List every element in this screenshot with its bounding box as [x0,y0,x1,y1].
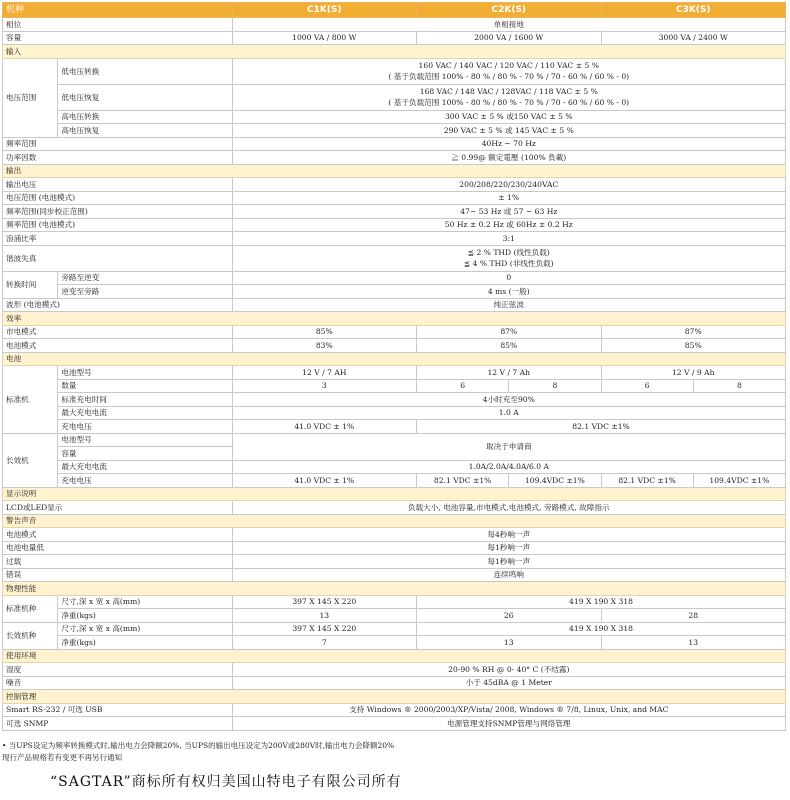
long-weight-c2k: 13 [417,636,601,650]
charge-time-row [3,393,786,407]
efficiency-batt-c3k: 85% [601,339,786,353]
voltage-regulation-value: ± 1% [232,191,785,205]
long-charge-voltage-c2k-b: 109.4VDC ±1% [509,474,601,488]
power-factor-row [3,151,786,165]
section-battery-title: 电池 [3,352,786,366]
high-return-value: 290 VAC ± 5 % 或 145 VAC ± 5 % [232,124,785,138]
capacity-label: 容量 [3,31,233,45]
long-weight-c1k: 7 [232,636,416,650]
charge-time-value: 4小时充至90% [232,393,785,407]
bypass-to-inverter-label: 旁路至逆变 [58,271,232,285]
battery-type-label: 电池型号 [58,366,232,380]
display-label: LCD或LED显示 [3,501,233,515]
alarm-row [3,528,786,542]
section-efficiency [3,312,786,326]
low-transfer-line-1: 160 VAC / 140 VAC / 120 VAC / 110 VAC ± 5 % [418,61,600,70]
phase-value: 单相接地 [232,18,785,32]
high-transfer-row [3,110,786,124]
rs232-label: Smart RS-232 / 可选 USB [3,703,233,717]
section-battery [3,352,786,366]
long-max-current-row [3,460,786,474]
bypass-to-inverter-row [3,271,786,285]
freq-batt-row [3,218,786,232]
thd-label: 谐波失真 [3,245,233,271]
freq-batt-label: 频率范围 (电池模式) [3,218,233,232]
battery-qty-label: 数量 [58,379,232,393]
long-charge-voltage-c3k-b: 109.4VDC ±1% [693,474,785,488]
long-max-current-label: 最大充电电流 [58,460,232,474]
std-weight-row [3,609,786,623]
input-freq-value: 40Hz ~ 70 Hz [232,137,785,151]
humidity-row [3,663,786,677]
alarm-battery-value: 每4秒响一声 [232,528,785,542]
low-return-value [232,84,785,110]
low-return-line-2: ( 基于负载范围 100% - 80 % / 80 % - 70 % / 70 - 60 % / 60 % - 0) [388,98,630,107]
footnote-derating: • 当UPS设定为频率转换模式时,输出电力会降额20%, 当UPS的输出电压设定为200V或280V时,输出电力会降额20% [2,741,395,750]
charge-voltage-c1k: 41.0 VDC ± 1% [232,420,416,434]
model-c1k: C1K(S) [232,3,416,18]
low-return-label: 低电压恢复 [58,84,232,110]
capacity-c2k: 2000 VA / 1600 W [417,31,601,45]
thd-value [232,245,785,271]
charge-time-label: 标准充电时间 [58,393,232,407]
alarm-overload-label: 过载 [3,555,233,569]
alarm-low-battery-label: 电池电量低 [3,541,233,555]
section-management [3,690,786,704]
section-input [3,45,786,59]
output-voltage-value: 200/208/220/230/240VAC [232,178,785,192]
model-c2k: C2K(S) [417,3,601,18]
efficiency-ac-c3k: 87% [601,325,786,339]
battery-qty-c3k-a: 6 [601,379,693,393]
alarm-row [3,555,786,569]
waveform-value: 纯正弦波 [232,298,785,312]
long-charge-voltage-c1k: 41.0 VDC ± 1% [232,474,416,488]
low-return-line-1: 168 VAC / 148 VAC / 128VAC / 118 VAC ± 5 % [419,87,598,96]
charge-voltage-c2k-c3k: 82.1 VDC ±1% [417,420,786,434]
low-transfer-value [232,58,785,84]
low-transfer-row [3,58,786,84]
snmp-label: 可选 SNMP [3,717,233,731]
freq-batt-value: 50 Hz ± 0.2 Hz 或 60Hz ± 0.2 Hz [232,218,785,232]
high-return-row [3,124,786,138]
waveform-row [3,298,786,312]
standard-model-label: 标准机 [3,366,58,434]
std-dimension-c2k-c3k: 419 X 190 X 318 [417,595,786,609]
display-row [3,501,786,515]
section-input-title: 输入 [3,45,786,59]
battery-qty-c3k-b: 8 [693,379,785,393]
capacity-c3k: 3000 VA / 2400 W [601,31,786,45]
physical-standard-label: 标准机种 [3,595,58,622]
long-charge-voltage-label: 充电电压 [58,474,232,488]
battery-qty-c2k-a: 6 [417,379,509,393]
snmp-value: 电源管理支持SNMP管理与网络管理 [232,717,785,731]
input-freq-label: 频率范围 [3,137,233,151]
long-dimension-label: 尺寸,深 x 宽 x 高(mm) [58,622,232,636]
humidity-label: 湿度 [3,663,233,677]
efficiency-ac-c2k: 87% [417,325,601,339]
battery-qty-c2k-b: 8 [509,379,601,393]
voltage-regulation-row [3,191,786,205]
battery-type-c1k: 12 V / 7 AH [232,366,416,380]
long-weight-row [3,636,786,650]
long-battery-type-label: 电池型号 [58,433,232,447]
rs232-row [3,703,786,717]
low-return-row [3,84,786,110]
alarm-fault-label: 错误 [3,568,233,582]
freq-sync-row [3,205,786,219]
power-factor-label: 功率因数 [3,151,233,165]
long-charge-voltage-row [3,474,786,488]
section-efficiency-title: 效率 [3,312,786,326]
section-alarm [3,514,786,528]
section-output [3,164,786,178]
long-dimension-c2k-c3k: 419 X 190 X 318 [417,622,786,636]
std-weight-c2k: 26 [417,609,601,623]
low-transfer-label: 低电压转换 [58,58,232,84]
max-current-row [3,406,786,420]
battery-qty-row [3,379,786,393]
noise-row [3,676,786,690]
inverter-to-bypass-row [3,285,786,299]
alarm-low-battery-value: 每1秒响一声 [232,541,785,555]
footnote-change-notice: 现行产品规格若有变更不再另行通知 [2,753,122,762]
section-output-title: 输出 [3,164,786,178]
humidity-value: 20-90 % RH @ 0- 40° C (不结露) [232,663,785,677]
waveform-label: 波形 (电池模式) [3,298,233,312]
section-environment [3,649,786,663]
noise-label: 噪音 [3,676,233,690]
max-current-value: 1.0 A [232,406,785,420]
std-weight-label: 净重(kgs) [58,609,232,623]
section-management-title: 控制管理 [3,690,786,704]
rs232-value: 支持 Windows ® 2000/2003/XP/Vista/ 2008, Windows ® 7/8, Linux, Unix, and MAC [232,703,785,717]
thd-line-2: ≦ 4 % THD (非线性负载) [463,259,554,268]
high-transfer-label: 高电压转换 [58,110,232,124]
section-alarm-title: 警告声音 [3,514,786,528]
spec-table [2,2,786,731]
battery-type-c3k: 12 V / 9 Ah [601,366,786,380]
alarm-battery-label: 电池模式 [3,528,233,542]
voltage-range-label: 电压范围 [3,58,58,137]
freq-sync-value: 47~ 53 Hz 或 57 ~ 63 Hz [232,205,785,219]
bypass-to-inverter-value: 0 [232,271,785,285]
std-dimension-row [3,595,786,609]
thd-line-1: ≦ 2 % THD (线性负载) [467,248,550,257]
long-battery-type-row [3,433,786,447]
battery-qty-c1k: 3 [232,379,416,393]
noise-value: 小于 45dBA @ 1 Meter [232,676,785,690]
section-physical [3,582,786,596]
input-freq-row [3,137,786,151]
charge-voltage-row [3,420,786,434]
battery-type-c2k: 12 V / 7 Ah [417,366,601,380]
power-factor-value: ≧ 0.99@ 额定電壓 (100% 負載) [232,151,785,165]
display-value: 负载大小, 电池容量,市电模式,电池模式, 旁路模式, 故障指示 [232,501,785,515]
snmp-row [3,717,786,731]
section-environment-title: 使用环境 [3,649,786,663]
trademark-notice: “SAGTAR”商标所有权归美国山特电子有限公司所有 [50,774,402,790]
alarm-fault-value: 连续鸣响 [232,568,785,582]
freq-sync-label: 频率范围(同步校正范围) [3,205,233,219]
section-physical-title: 物理性能 [3,582,786,596]
low-transfer-line-2: ( 基于负载范围 100% - 80 % / 80 % - 70 % / 70 - 60 % / 60 % - 0) [388,72,630,81]
output-voltage-label: 输出电压 [3,178,233,192]
long-model-label: 长效机 [3,433,58,487]
crest-row [3,232,786,246]
high-transfer-value: 300 VAC ± 5 % 或150 VAC ± 5 % [232,110,785,124]
transfer-time-label: 转换时间 [3,271,58,298]
std-weight-c3k: 28 [601,609,786,623]
output-voltage-row [3,178,786,192]
long-dimension-c1k: 397 X 145 X 220 [232,622,416,636]
long-capacity-label: 容量 [58,447,232,461]
section-display [3,487,786,501]
capacity-c1k: 1000 VA / 800 W [232,31,416,45]
efficiency-ac-label: 市电模式 [3,325,233,339]
alarm-row [3,541,786,555]
phase-row [3,18,786,32]
model-c3k: C3K(S) [601,3,786,18]
std-dimension-c1k: 397 X 145 X 220 [232,595,416,609]
long-weight-c3k: 13 [601,636,786,650]
inverter-to-bypass-value: 4 ms (一般) [232,285,785,299]
long-charge-voltage-c3k-a: 82.1 VDC ±1% [601,474,693,488]
header-row [3,3,786,18]
long-weight-label: 净重(kgs) [58,636,232,650]
efficiency-ac-c1k: 85% [232,325,416,339]
std-weight-c1k: 13 [232,609,416,623]
section-display-title: 显示说明 [3,487,786,501]
long-max-current-value: 1.0A/2.0A/4.0A/6.0 A [232,460,785,474]
inverter-to-bypass-label: 逆变至旁路 [58,285,232,299]
efficiency-batt-c1k: 83% [232,339,416,353]
capacity-row [3,31,786,45]
efficiency-ac-row [3,325,786,339]
header-label: 机种 [3,3,233,18]
efficiency-batt-row [3,339,786,353]
max-current-label: 最大充电电流 [58,406,232,420]
long-dimension-row [3,622,786,636]
charge-voltage-label: 充电电压 [58,420,232,434]
thd-row [3,245,786,271]
physical-long-label: 长效机种 [3,622,58,649]
efficiency-batt-c2k: 85% [417,339,601,353]
long-charge-voltage-c2k-a: 82.1 VDC ±1% [417,474,509,488]
crest-label: 浪涌比率 [3,232,233,246]
alarm-row [3,568,786,582]
efficiency-batt-label: 电池模式 [3,339,233,353]
std-dimension-label: 尺寸,深 x 宽 x 高(mm) [58,595,232,609]
long-battery-type-value: 取决于申请商 [232,433,785,460]
phase-label: 相位 [3,18,233,32]
high-return-label: 高电压恢复 [58,124,232,138]
alarm-overload-value: 每1秒响一声 [232,555,785,569]
battery-type-row [3,366,786,380]
voltage-regulation-label: 电压范围 (电池模式) [3,191,233,205]
crest-value: 3:1 [232,232,785,246]
